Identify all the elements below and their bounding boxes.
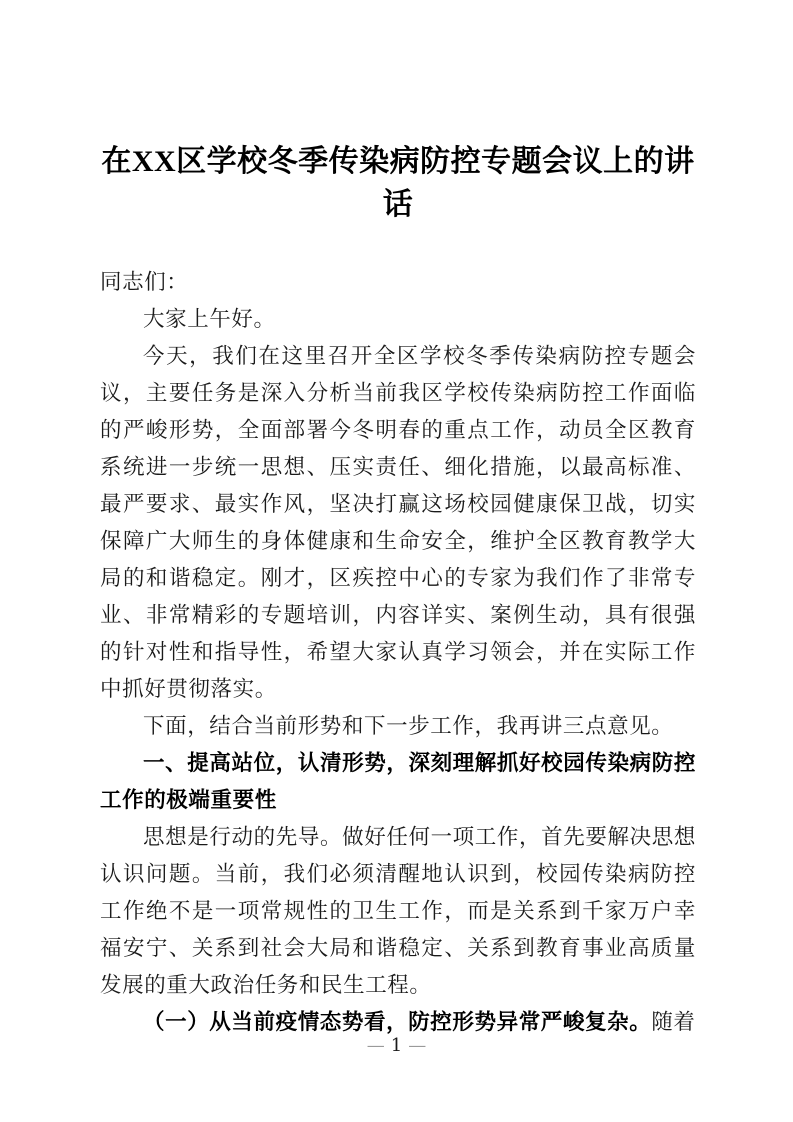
paragraph-section-1-body: 思想是行动的先导。做好任何一项工作，首先要解决思想认识问题。当前，我们必须清醒地认识到，校园传染病防控工作绝不是一项常规性的卫生工作，而是关系到千家万户幸福安宁、关系到社会大局和谐稳定、关系到教育事业高质量发展的重大政治任务和民生工程。: [100, 825, 696, 998]
paragraph-opening-remarks: 今天，我们在这里召开全区学校冬季传染病防控专题会议，主要任务是深入分析当前我区学校传染病防控工作面临的严峻形势，全面部署今冬明春的重点工作，动员全区教育系统进一步统一思想、压实责任、细化措施，以最高标准、最严要求、最实作风，坚决打赢这场校园健康保卫战，切实保障广大师生的身体健康和生命安全，维护全区教育教学大局的和谐稳定。刚才，区疾控中心的专家为我们作了非常专业、非常精彩的专题培训，内容详实、案例生动，具有很强的针对性和指导性，希望大家认真学习领会，并在实际工作中抓好贯彻落实。: [100, 344, 696, 702]
footer-dash-left: —: [366, 1035, 385, 1056]
page-title-line-1: 在XX区学校冬季传染病防控专题会议上: [101, 145, 634, 178]
subsection-1-body-run: 随着: [651, 1010, 696, 1035]
paragraph-transition: 下面，结合当前形势和下一步工作，我再讲三点意见。: [143, 714, 674, 739]
section-heading-1: 一、提高站位，认清形势，深刻理解抓好校园传染病防控工作的极端重要性: [100, 751, 696, 813]
subsection-1-heading-run: （一）从当前疫情态势看，防控形势异常严峻复杂。: [143, 1010, 652, 1035]
page-title: [100, 0, 696, 226]
page-footer: [0, 1035, 793, 1057]
footer-page-number: 1: [390, 1035, 403, 1056]
footer-dash-right: —: [408, 1035, 427, 1056]
paragraph-greeting: 大家上午好。: [143, 307, 276, 332]
page-content-area: [100, 0, 696, 1041]
page-title-line-2: 的讲话: [382, 145, 695, 221]
salutation: 同志们：: [100, 270, 189, 295]
